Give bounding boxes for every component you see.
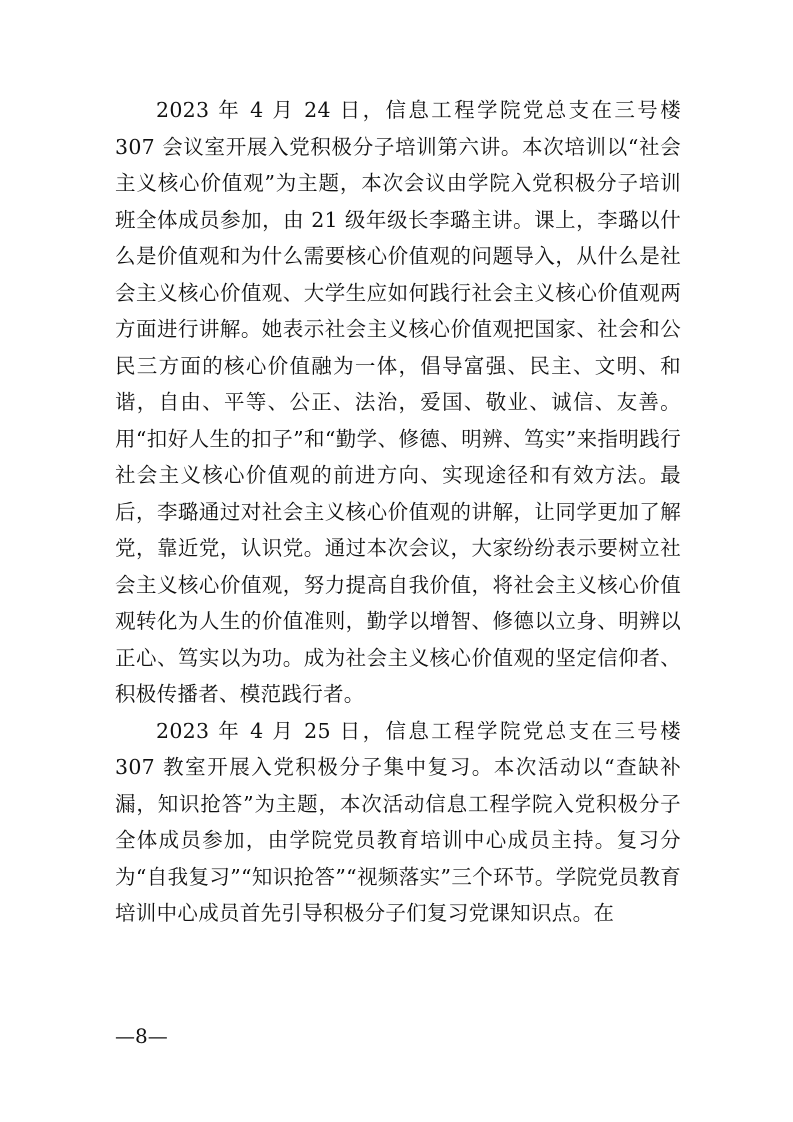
body-text bbox=[115, 92, 681, 932]
page-number: —8— bbox=[115, 1024, 168, 1048]
paragraph-2: 2023 年 4 月 25 日，信息工程学院党总支在三号楼 307 教室开展入党积极分子集中复习。本次活动以“查缺补漏，知识抢答”为主题，本次活动信息工程学院入党积极分子全体成员参加，由学院党员教育培训中心成员主持。复习分为“自我复习”“知识抢答”“视频落实”三个环节。学院党员教育培训中心成员首先引导积极分子们复习党课知识点。在 bbox=[115, 718, 681, 925]
paragraph-1: 2023 年 4 月 24 日，信息工程学院党总支在三号楼 307 会议室开展入党积极分子培训第六讲。本次培训以“社会主义核心价值观”为主题，本次会议由学院入党积极分子培训班全体成员参加，由 21 级年级长李璐主讲。课上，李璐以什么是价值观和为什么需要核心价值观的问题导入，从什么是社会主义核心价值观、大学生应如何践行社会主义核心价值观两方面进行讲解。她表示社会主义核心价值观把国家、社会和公民三方面的核心价值融为一体，倡导富强、民主、文明、和谐，自由、平等、公正、法治，爱国、敬业、诚信、友善。用“扣好人生的扣子”和“勤学、修德、明辨、笃实”来指明践行社会主义核心价值观的前进方向、实现途径和有效方法。最后，李璐通过对社会主义核心价值观的讲解，让同学更加了解党，靠近党，认识党。通过本次会议，大家纷纷表示要树立社会主义核心价值观，努力提高自我价值，将社会主义核心价值观转化为人生的价值准则，勤学以增智、修德以立身、明辨以正心、笃实以为功。成为社会主义核心价值观的坚定信仰者、积极传播者、模范践行者。 bbox=[115, 98, 681, 706]
